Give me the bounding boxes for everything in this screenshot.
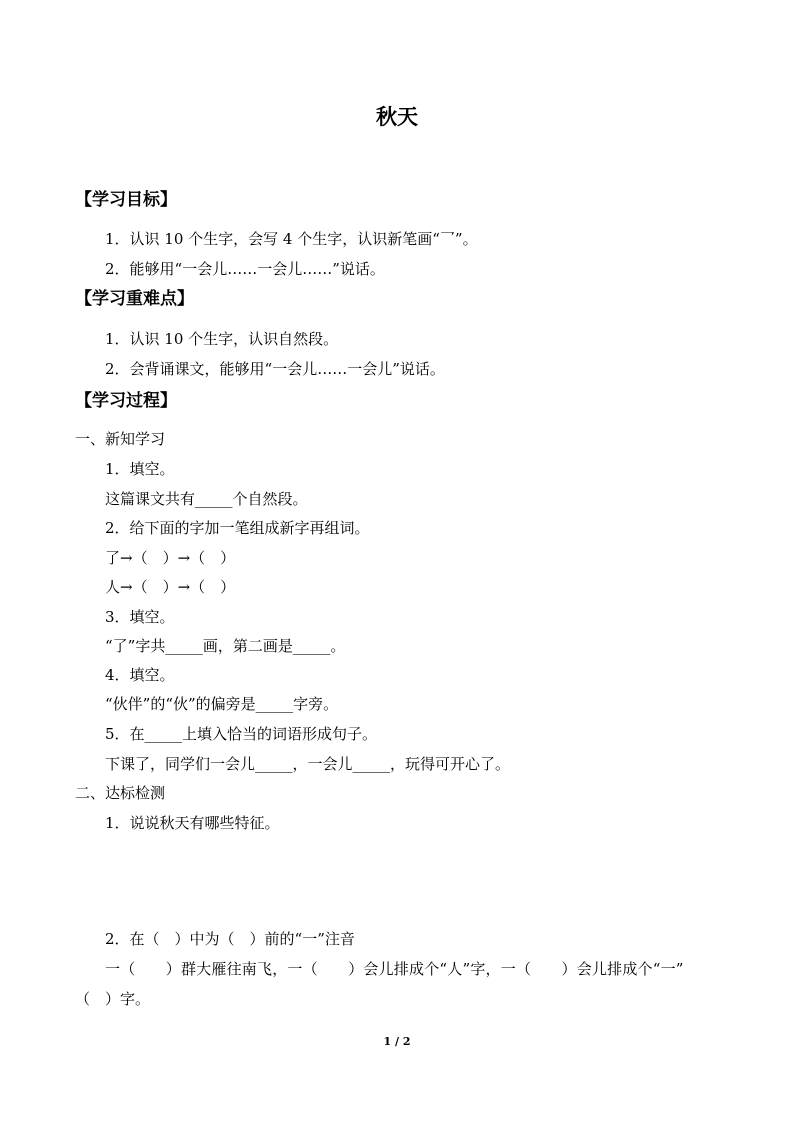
question-text: （ ）字。 bbox=[75, 990, 151, 1008]
question-label: 3．填空。 bbox=[105, 608, 175, 626]
question-text: 一（ ）群大雁往南飞，一（ ）会儿排成个“人”字，一（ ）会儿排成个“一” bbox=[105, 960, 684, 978]
question-label: 2．在（ ）中为（ ）前的“一”注音 bbox=[105, 930, 355, 948]
section-heading-difficulties: 【学习重难点】 bbox=[75, 289, 194, 309]
question-label: 5．在_____上填入恰当的词语形成句子。 bbox=[105, 725, 378, 743]
question-text: “伙伴”的“伙”的偏旁是_____字旁。 bbox=[105, 695, 339, 713]
question-text: 这篇课文共有_____个自然段。 bbox=[105, 490, 308, 508]
question-text: 人→（ ）→（ ） bbox=[105, 578, 236, 596]
question-text: 了→（ ）→（ ） bbox=[105, 549, 236, 567]
page-number: 1 / 2 bbox=[383, 1035, 411, 1048]
subsection-heading: 一、新知学习 bbox=[75, 430, 166, 448]
question-text: 下课了，同学们一会儿_____，一会儿_____，玩得可开心了。 bbox=[105, 755, 511, 773]
difficulty-item: 1．认识 10 个生字，认识自然段。 bbox=[105, 330, 339, 348]
goal-item: 2．能够用“一会儿……一会儿……”说话。 bbox=[105, 260, 385, 278]
question-label: 2．给下面的字加一笔组成新字再组词。 bbox=[105, 519, 370, 537]
question-label: 1．填空。 bbox=[105, 460, 175, 478]
goal-item: 1．认识 10 个生字，会写 4 个生字，认识新笔画“乛”。 bbox=[105, 230, 478, 248]
section-heading-goals: 【学习目标】 bbox=[75, 190, 177, 210]
question-text: “了”字共_____画，第二画是_____。 bbox=[105, 637, 346, 655]
question-label: 4．填空。 bbox=[105, 666, 175, 684]
question-label: 1．说说秋天有哪些特征。 bbox=[105, 814, 280, 832]
section-heading-process: 【学习过程】 bbox=[75, 391, 177, 411]
difficulty-item: 2．会背诵课文，能够用“一会儿……一会儿”说话。 bbox=[105, 360, 445, 378]
document-title: 秋天 bbox=[376, 104, 418, 129]
subsection-heading: 二、达标检测 bbox=[75, 784, 166, 802]
